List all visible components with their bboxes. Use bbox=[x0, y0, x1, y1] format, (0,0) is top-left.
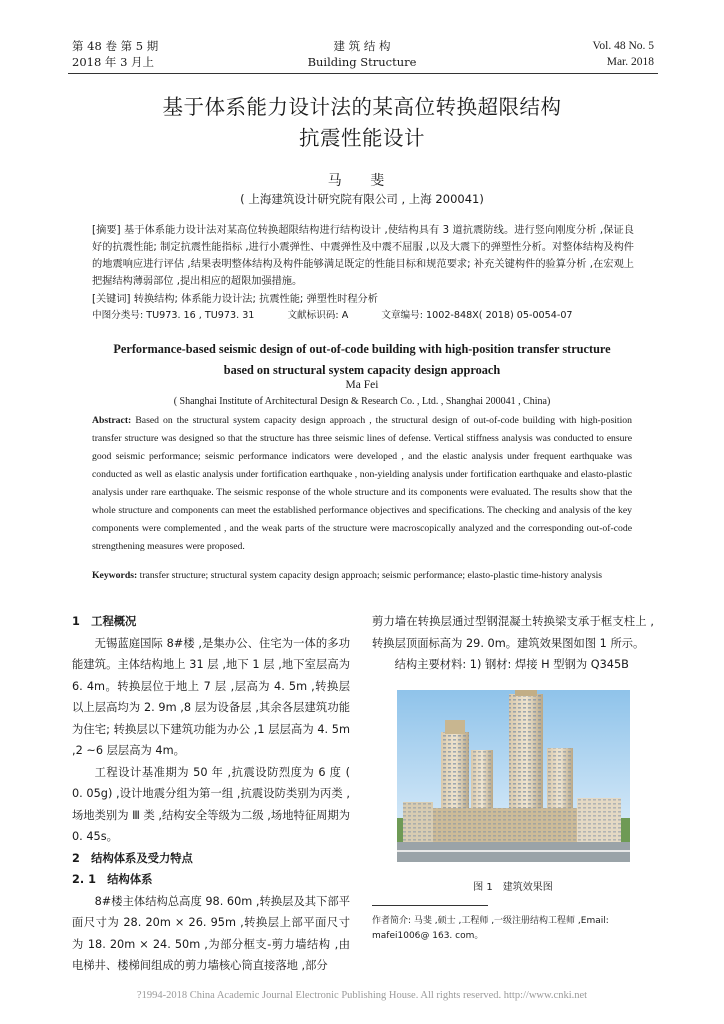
abstract-cn bbox=[92, 222, 634, 290]
paper-title-cn bbox=[0, 92, 724, 154]
section-1-heading: 1 工程概况 bbox=[72, 615, 137, 628]
title-cn-line1: 基于体系能力设计法的某高位转换超限结构 bbox=[162, 95, 562, 119]
section-2-heading: 2 结构体系及受力特点 bbox=[72, 851, 193, 865]
abstract-en-label: Abstract: bbox=[92, 415, 132, 426]
section-2-1-heading: 2. 1 结构体系 bbox=[72, 873, 153, 886]
building-rendering-image bbox=[397, 690, 630, 862]
header-rule bbox=[68, 73, 658, 74]
section-1-paragraph-1: 无锡蓝庭国际 8#楼 ,是集办公、住宅为一体的多功能建筑。主体结构地上 31 层 ,地下 1 层 ,地下室层高为 6. 4m。转换层位于地上 7 层 ,层高为 4. 5m ,转换层以上层高均为 2. 9m ,8 层为设备层 ,其余各层建筑功能为住宅; 转换层以下建筑功能为办公 ,1 层层高为 4. 5m ,2 ~6 层层高为 4m。 bbox=[72, 636, 350, 757]
author-cn: 马 斐 bbox=[327, 173, 397, 189]
abstract-cn-label: [摘要] bbox=[92, 225, 121, 236]
affiliation-cn: ( 上海建筑设计研究院有限公司 , 上海 200041) bbox=[240, 192, 484, 206]
document-code: 文献标识码: A bbox=[287, 310, 349, 321]
body-left-column bbox=[72, 611, 350, 977]
affiliation-en: ( Shanghai Institute of Architectural Design & Research Co. , Ltd. , Shanghai 200041 , China) bbox=[173, 396, 551, 407]
keywords-cn bbox=[92, 292, 634, 308]
clc-number: 中图分类号: TU973. 16 , TU973. 31 bbox=[92, 310, 255, 321]
issue-date-en: Mar. 2018 bbox=[606, 56, 654, 68]
author-footnote: 作者简介: 马斐 ,硕士 ,工程师 ,一级注册结构工程师 ,Email: mafei1006@ 163. com。 bbox=[372, 916, 609, 941]
classification-line bbox=[92, 309, 652, 323]
keywords-en-label: Keywords: bbox=[92, 570, 138, 581]
keywords-cn-label: [关键词] bbox=[92, 294, 131, 305]
author-en: Ma Fei bbox=[345, 379, 379, 391]
issue-date-cn: 2018 年 3 月上 bbox=[72, 55, 155, 69]
body-right-column bbox=[372, 611, 654, 676]
abstract-en bbox=[92, 412, 632, 556]
keywords-cn-text: 转换结构; 体系能力设计法; 抗震性能; 弹塑性时程分析 bbox=[133, 294, 378, 305]
copyright-footer: ?1994-2018 China Academic Journal Electronic Publishing House. All rights reserved. http://www.cnki.net bbox=[136, 990, 588, 1001]
section-1-paragraph-2: 工程设计基准期为 50 年 ,抗震设防烈度为 6 度 ( 0. 05g) ,设计地震分组为第一组 ,抗震设防类别为丙类 ,场地类别为 Ⅲ 类 ,结构安全等级为二级 ,场地特征周期为 0. 45s。 bbox=[72, 765, 350, 843]
footnote-rule bbox=[372, 905, 488, 906]
paper-title-en bbox=[0, 339, 724, 381]
abstract-cn-text: 基于体系能力设计法对某高位转换超限结构进行结构设计 ,使结构具有 3 道抗震防线。进行竖向刚度分析 ,保证良好的抗震性能; 制定抗震性能指标 ,进行小震弹性、中震弹性及中震不屈服 ,以及大震下的弹塑性分析。对整体结构及构件的地震响应进行评估 ,结果表明整体结构及构件能够满足既定的性能目标和规范要求; 补充关键构件的验算分析 ,在宏观上把握结构薄弱部位 ,提出相应的超限加强措施。 bbox=[92, 225, 634, 287]
right-paragraph-2: 结构主要材料: 1) 钢材: 焊接 H 型钢为 Q345B bbox=[394, 658, 629, 671]
journal-name-en: Building Structure bbox=[307, 55, 417, 69]
title-en-line2: based on structural system capacity design approach bbox=[223, 363, 501, 377]
journal-name-cn: 建 筑 结 构 bbox=[333, 39, 391, 53]
keywords-en-text: transfer structure; structural system capacity design approach; seismic performance; elasto-plastic time-history analysis bbox=[139, 570, 603, 581]
abstract-en-text: Based on the structural system capacity design approach , the structural design of out-of-code building with high-position transfer structure was designed so that the structure has three seismic lines of defense. Vertical stiffness analysis was conducted to ensure good seismic performance; seismic performance indicators were developed , and the elastic analysis under frequent earthquake was conducted as well as elastic analysis under fortification earthquake , non-yielding analysis under fortification earthquake and elasto-plastic analysis under rare earthquake. The seismic response of the whole structure and its components were evaluated. The results show that the whole structure and components can meet the established performance objectives and specifications. The checking and analysis of the key components were complemented , and the weak parts of the structure were macroscopically analyzed and the corresponding out-of-code strengthening measures were proposed. bbox=[92, 415, 632, 552]
article-number: 文章编号: 1002-848X( 2018) 05-0054-07 bbox=[381, 310, 573, 321]
title-en-line1: Performance-based seismic design of out-of-code building with high-position transfer structure bbox=[113, 342, 611, 356]
right-paragraph-1: 剪力墙在转换层通过型钢混凝土转换梁支承于框支柱上 ,转换层顶面标高为 29. 0m。建筑效果图如图 1 所示。 bbox=[372, 615, 654, 650]
journal-volume-issue-en bbox=[593, 38, 654, 70]
keywords-en bbox=[92, 567, 632, 585]
volume-issue-cn: 第 48 卷 第 5 期 bbox=[72, 39, 159, 53]
section-2-1-paragraph-1: 8#楼主体结构总高度 98. 60m ,转换层及其下部平面尺寸为 28. 20m × 26. 95m ,转换层上部平面尺寸为 18. 20m × 24. 50m ,为部分框支-剪力墙结构 ,由电梯井、楼梯间组成的剪力墙核心筒直接落地 ,部分 bbox=[72, 894, 350, 972]
title-cn-line2: 抗震性能设计 bbox=[299, 126, 425, 150]
volume-issue-en: Vol. 48 No. 5 bbox=[592, 40, 654, 52]
figure-1-caption: 图 1 建筑效果图 bbox=[473, 882, 553, 893]
